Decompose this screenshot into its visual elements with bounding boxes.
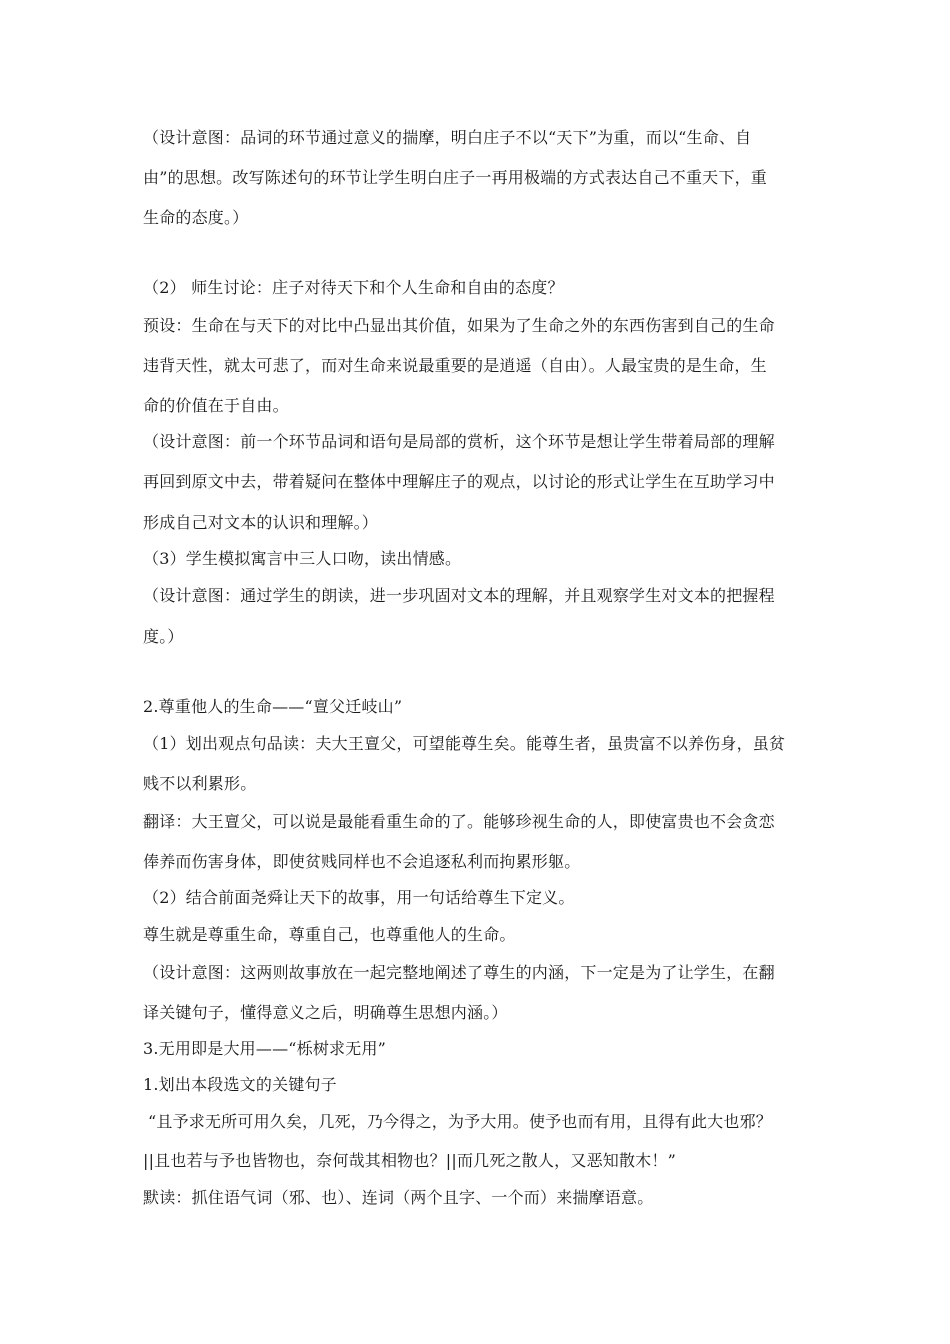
paragraph-line: （1）划出观点句品读：夫大王亶父，可望能尊生矣。能尊生者，虽贵富不以养伤身，虽贫 [143,734,786,753]
paragraph-line: （设计意图：前一个环节品词和语句是局部的赏析，这个环节是想让学生带着局部的理解 [143,432,775,451]
paragraph-line: （设计意图：品词的环节通过意义的揣摩，明白庄子不以“天下”为重，而以“生命、自 [143,128,752,147]
paragraph-line: （2） 师生讨论：庄子对待天下和个人生命和自由的态度？ [143,278,564,297]
paragraph-line: 命的价值在于自由。 [143,396,289,415]
paragraph-line: 译关键句子，懂得意义之后，明确尊生思想内涵。） [143,1003,508,1022]
paragraph-line: 度。） [143,627,184,646]
paragraph-line: 由”的思想。改写陈述句的环节让学生明白庄子一再用极端的方式表达自己不重天下，重 [143,168,767,187]
paragraph-line: 再回到原文中去，带着疑问在整体中理解庄子的观点，以讨论的形式让学生在互助学习中 [143,472,775,491]
section-heading: 2.尊重他人的生命——“亶父迁岐山” [143,697,403,716]
quote-line: ||且也若与予也皆物也，奈何哉其相物也？||而几死之散人，又恶知散木！” [143,1151,676,1170]
paragraph-line: 形成自己对文本的认识和理解。） [143,513,379,532]
paragraph-line: 贱不以利累形。 [143,774,257,793]
paragraph-line: 俸养而伤害身体，即使贫贱同样也不会追逐私利而拘累形躯。 [143,852,581,871]
paragraph-line: 生命的态度。） [143,208,249,227]
paragraph-line: （设计意图：通过学生的朗读，进一步巩固对文本的理解，并且观察学生对文本的把握程 [143,586,775,605]
section-heading: 3.无用即是大用——“栎树求无用” [143,1039,387,1058]
paragraph-line: 违背天性，就太可悲了，而对生命来说最重要的是逍遥（自由）。人最宝贵的是生命，生 [143,356,767,375]
paragraph-line: （3）学生模拟寓言中三人口吻，读出情感。 [143,549,462,568]
quote-line: “且予求无所可用久矣，几死，乃今得之，为予大用。使予也而有用，且得有此大也邪？ [148,1112,772,1131]
paragraph-line: （2）结合前面尧舜让天下的故事，用一句话给尊生下定义。 [143,888,575,907]
paragraph-line: 预设：生命在与天下的对比中凸显出其价值，如果为了生命之外的东西伤害到自己的生命 [143,316,775,335]
paragraph-line: 翻译：大王亶父，可以说是最能看重生命的了。能够珍视生命的人，即使富贵也不会贪恋 [143,812,775,831]
paragraph-line: 1.划出本段选文的关键句子 [143,1075,337,1094]
paragraph-line: 默读：抓住语气词（邪、也）、连词（两个且字、一个而）来揣摩语意。 [143,1188,654,1207]
paragraph-line: 尊生就是尊重生命，尊重自己，也尊重他人的生命。 [143,925,516,944]
paragraph-line: （设计意图：这两则故事放在一起完整地阐述了尊生的内涵，下一定是为了让学生，在翻 [143,963,775,982]
